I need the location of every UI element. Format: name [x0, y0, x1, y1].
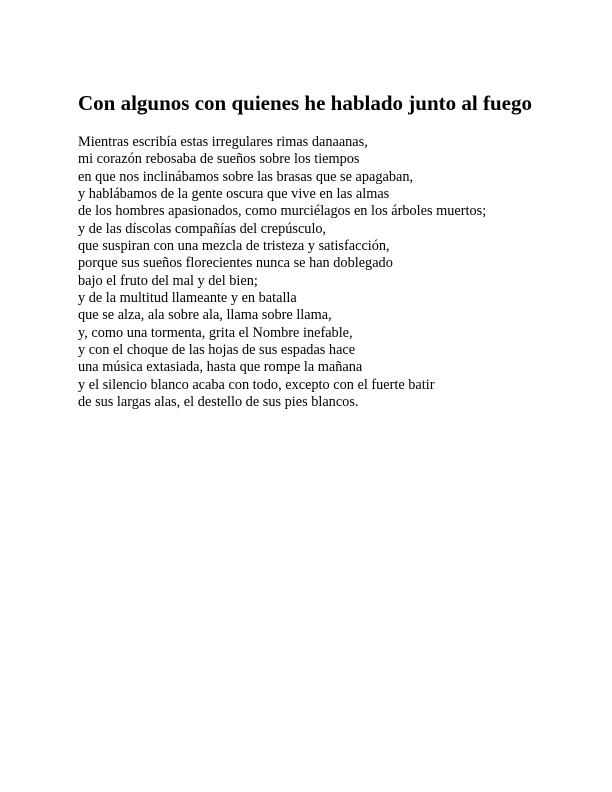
poem-line: y de las díscolas compañías del crepúsculo, [78, 220, 327, 237]
poem-line: de sus largas alas, el destello de sus pies blancos. [78, 394, 359, 411]
poem-line: y de la multitud llameante y en batalla [78, 290, 297, 307]
poem-title: Con algunos con quienes he hablado junto al fuego [78, 91, 532, 115]
poem-line: bajo el fruto del mal y del bien; [78, 272, 258, 289]
poem-line: porque sus sueños florecientes nunca se han doblegado [78, 255, 393, 272]
poem-line: una música extasiada, hasta que rompe la mañana [78, 359, 363, 376]
poem-line: y el silencio blanco acaba con todo, excepto con el fuerte batir [78, 376, 435, 393]
poem-line: que suspiran con una mezcla de tristeza y satisfacción, [78, 238, 390, 255]
poem-line: en que nos inclinábamos sobre las brasas que se apagaban, [78, 168, 414, 185]
poem-line: que se alza, ala sobre ala, llama sobre llama, [78, 307, 332, 324]
document-content [78, 90, 548, 412]
poem-line: de los hombres apasionados, como murciélagos en los árboles muertos; [78, 203, 487, 220]
poem-line: y, como una tormenta, grita el Nombre inefable, [78, 324, 353, 341]
poem-line: mi corazón rebosaba de sueños sobre los tiempos [78, 151, 360, 168]
poem-line: y hablábamos de la gente oscura que vive en las almas [78, 186, 390, 203]
poem-body [78, 134, 548, 412]
poem-line: Mientras escribía estas irregulares rimas danaanas, [78, 134, 368, 150]
poem-line: y con el choque de las hojas de sus espadas hace [78, 342, 356, 359]
